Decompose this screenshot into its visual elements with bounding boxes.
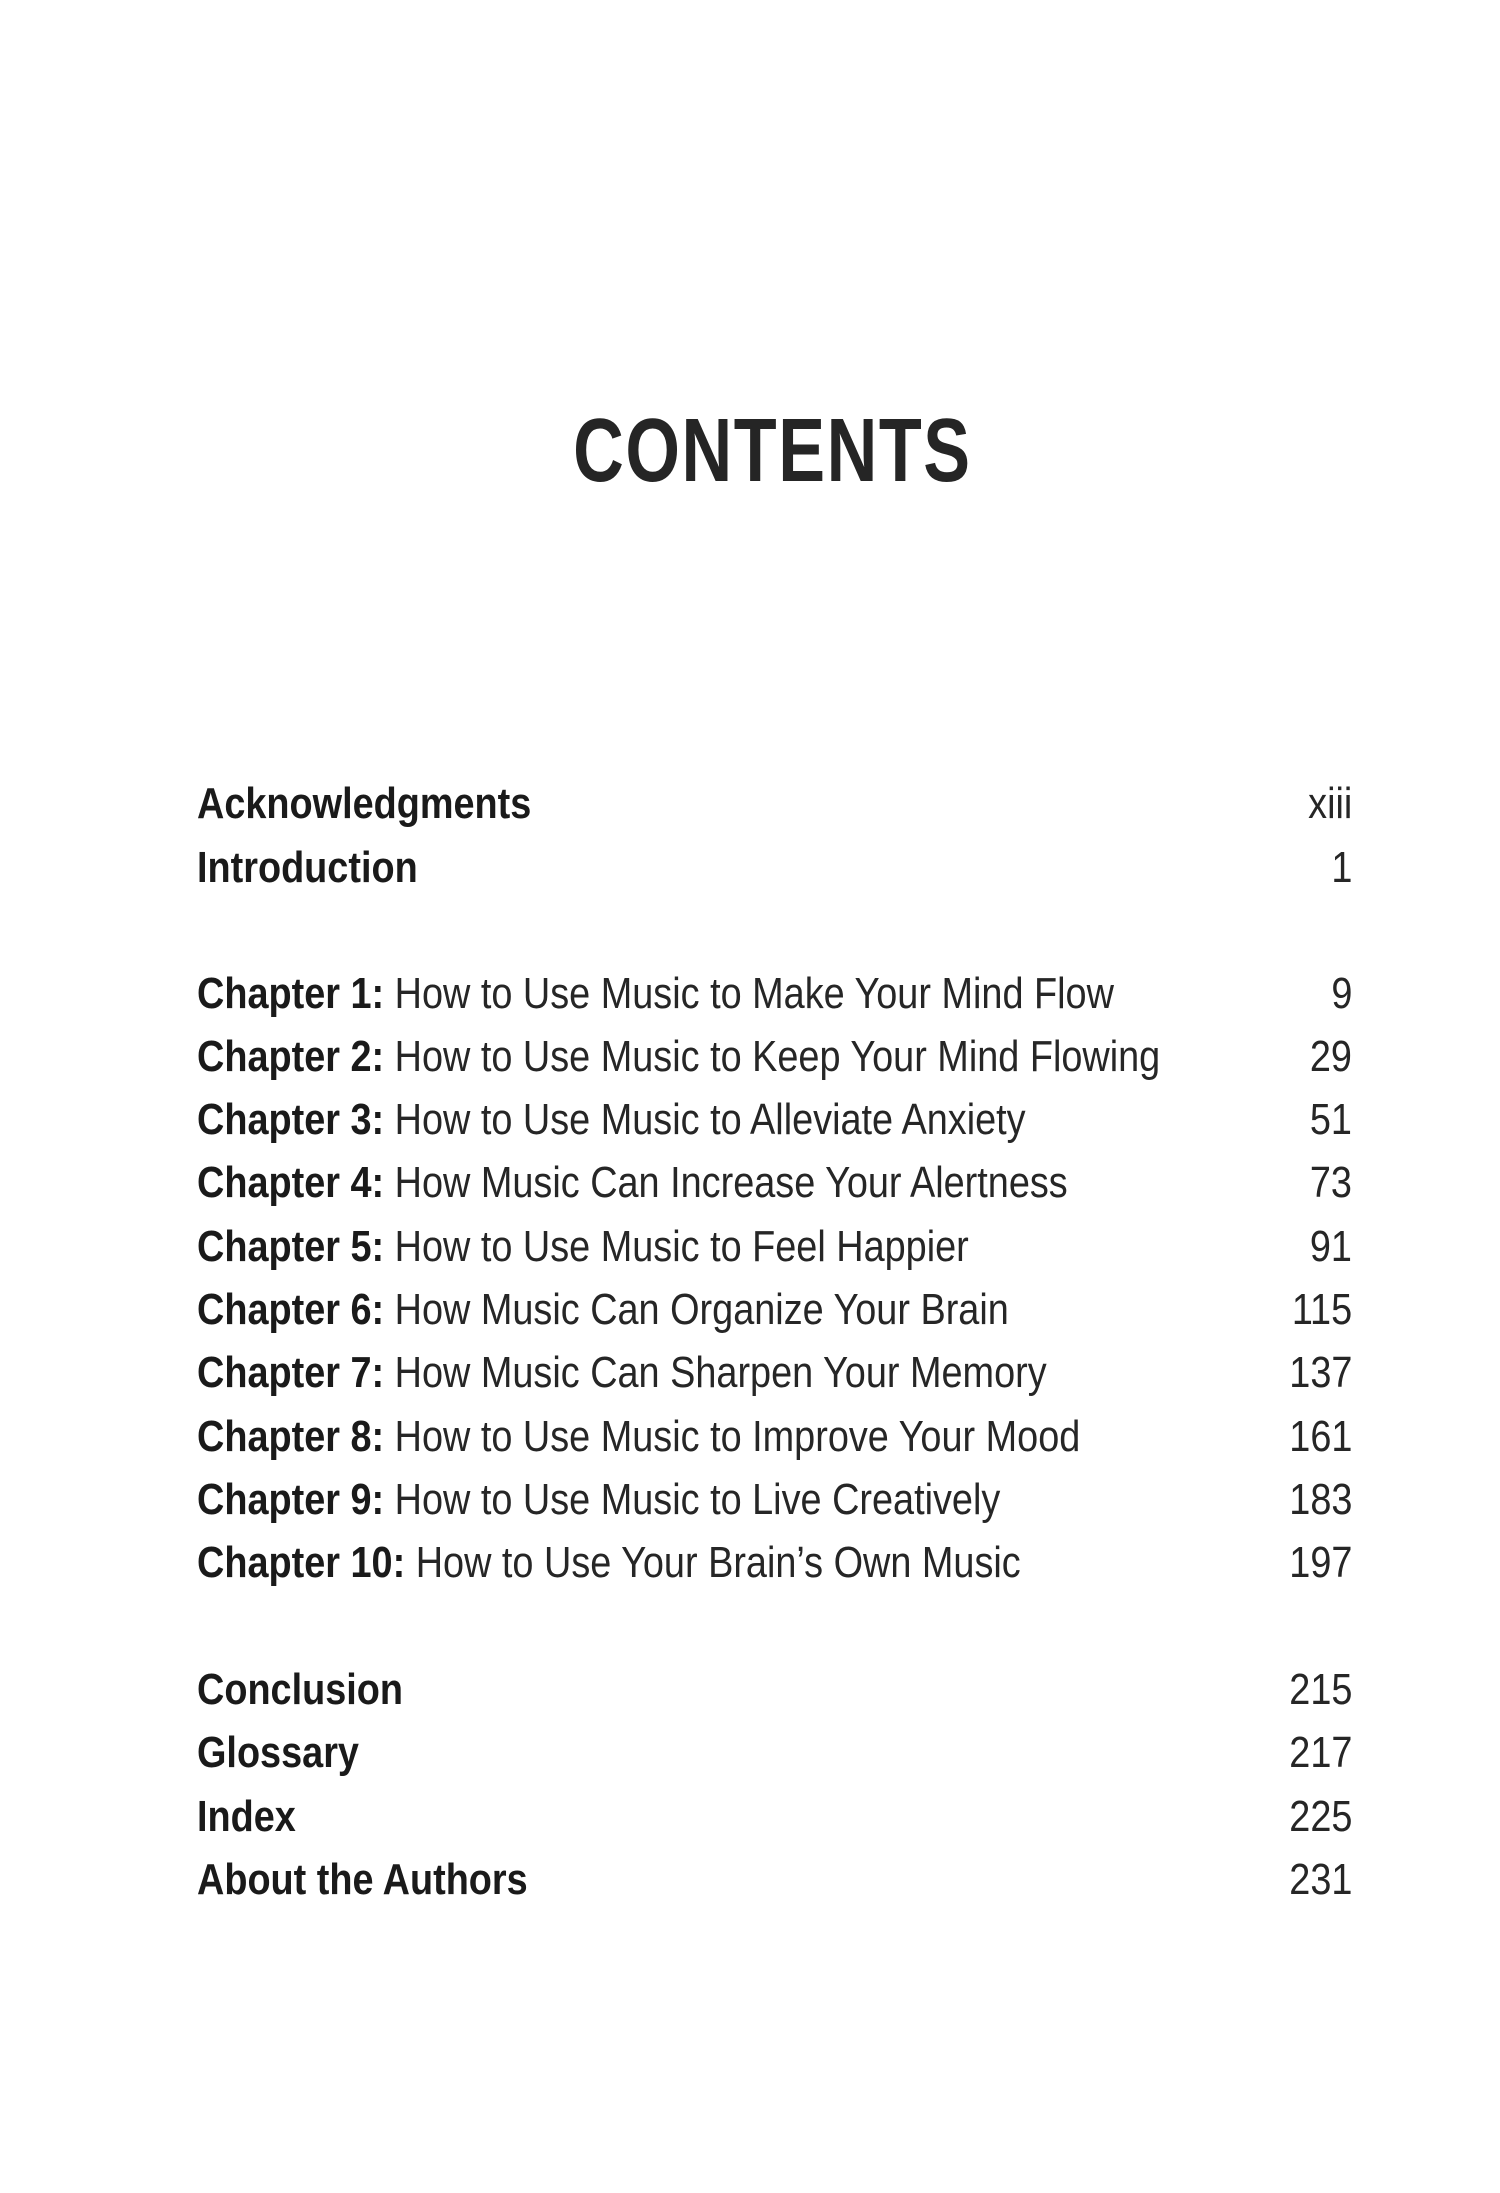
- entry-label: About the Authors: [197, 1855, 528, 1904]
- chapter-title: How to Use Music to Alleviate Anxiety: [394, 1095, 1026, 1144]
- toc-entry-glossary[interactable]: [197, 1721, 1352, 1784]
- toc-entry-chapter-6[interactable]: [197, 1278, 1352, 1341]
- toc-entry-chapter-10[interactable]: [197, 1531, 1352, 1594]
- page-number: 231: [1288, 1855, 1352, 1904]
- page-number: 73: [1309, 1158, 1352, 1207]
- chapter-title: How to Use Music to Make Your Mind Flow: [394, 969, 1114, 1018]
- toc-entry-chapter-7[interactable]: [197, 1341, 1352, 1404]
- toc-entry-conclusion[interactable]: [197, 1658, 1352, 1721]
- page-number: 197: [1288, 1538, 1352, 1587]
- chapter-title: How to Use Music to Feel Happier: [394, 1222, 969, 1271]
- chapter-label: Chapter 4:: [197, 1158, 385, 1207]
- page-number: 1: [1330, 843, 1352, 892]
- chapter-title: How Music Can Organize Your Brain: [394, 1285, 1009, 1334]
- page-number: 91: [1309, 1222, 1352, 1271]
- chapter-label: Chapter 3:: [197, 1095, 385, 1144]
- chapter-title: How to Use Music to Live Creatively: [394, 1475, 1001, 1524]
- chapter-label: Chapter 7:: [197, 1348, 385, 1397]
- chapter-label: Chapter 8:: [197, 1412, 385, 1461]
- chapter-label: Chapter 2:: [197, 1032, 385, 1081]
- toc-entry-index[interactable]: [197, 1785, 1352, 1848]
- chapter-label: Chapter 5:: [197, 1222, 385, 1271]
- chapter-title: How to Use Music to Keep Your Mind Flowing: [394, 1032, 1161, 1081]
- page-number: 225: [1288, 1792, 1352, 1841]
- page-number: 217: [1288, 1728, 1352, 1777]
- toc-entry-chapter-3[interactable]: [197, 1088, 1352, 1151]
- toc-entry-chapter-4[interactable]: [197, 1151, 1352, 1214]
- chapter-title: How to Use Music to Improve Your Mood: [394, 1412, 1081, 1461]
- page-number: 183: [1288, 1475, 1352, 1524]
- toc-entry-chapter-2[interactable]: [197, 1025, 1352, 1088]
- chapter-title: How Music Can Sharpen Your Memory: [394, 1348, 1047, 1397]
- page-number: 9: [1330, 969, 1352, 1018]
- page-number: 51: [1309, 1095, 1352, 1144]
- chapter-title: How Music Can Increase Your Alertness: [394, 1158, 1068, 1207]
- chapter-title: How to Use Your Brain’s Own Music: [415, 1538, 1021, 1587]
- toc-entry-chapter-5[interactable]: [197, 1215, 1352, 1278]
- entry-label: Glossary: [197, 1728, 359, 1777]
- page-title: CONTENTS: [573, 401, 972, 501]
- toc-entry-chapter-1[interactable]: [197, 962, 1352, 1025]
- page-number: xiii: [1307, 779, 1352, 828]
- chapter-label: Chapter 9:: [197, 1475, 385, 1524]
- entry-label: Conclusion: [197, 1665, 404, 1714]
- page-number: 161: [1288, 1412, 1352, 1461]
- page-number: 115: [1291, 1285, 1352, 1334]
- chapter-label: Chapter 10:: [197, 1538, 406, 1587]
- toc-entry-chapter-9[interactable]: [197, 1468, 1352, 1531]
- entry-label: Index: [197, 1792, 296, 1841]
- table-of-contents: [197, 0, 1352, 2193]
- entry-label: Introduction: [197, 843, 418, 892]
- toc-entry-chapter-8[interactable]: [197, 1405, 1352, 1468]
- page-number: 29: [1309, 1032, 1352, 1081]
- toc-entry-about-the-authors[interactable]: [197, 1848, 1352, 1911]
- chapter-label: Chapter 1:: [197, 969, 385, 1018]
- toc-entry-introduction[interactable]: [197, 836, 1352, 899]
- chapter-label: Chapter 6:: [197, 1285, 385, 1334]
- page-number: 215: [1288, 1665, 1352, 1714]
- page-number: 137: [1288, 1348, 1352, 1397]
- entry-label: Acknowledgments: [197, 779, 532, 828]
- toc-entry-acknowledgments[interactable]: [197, 772, 1352, 835]
